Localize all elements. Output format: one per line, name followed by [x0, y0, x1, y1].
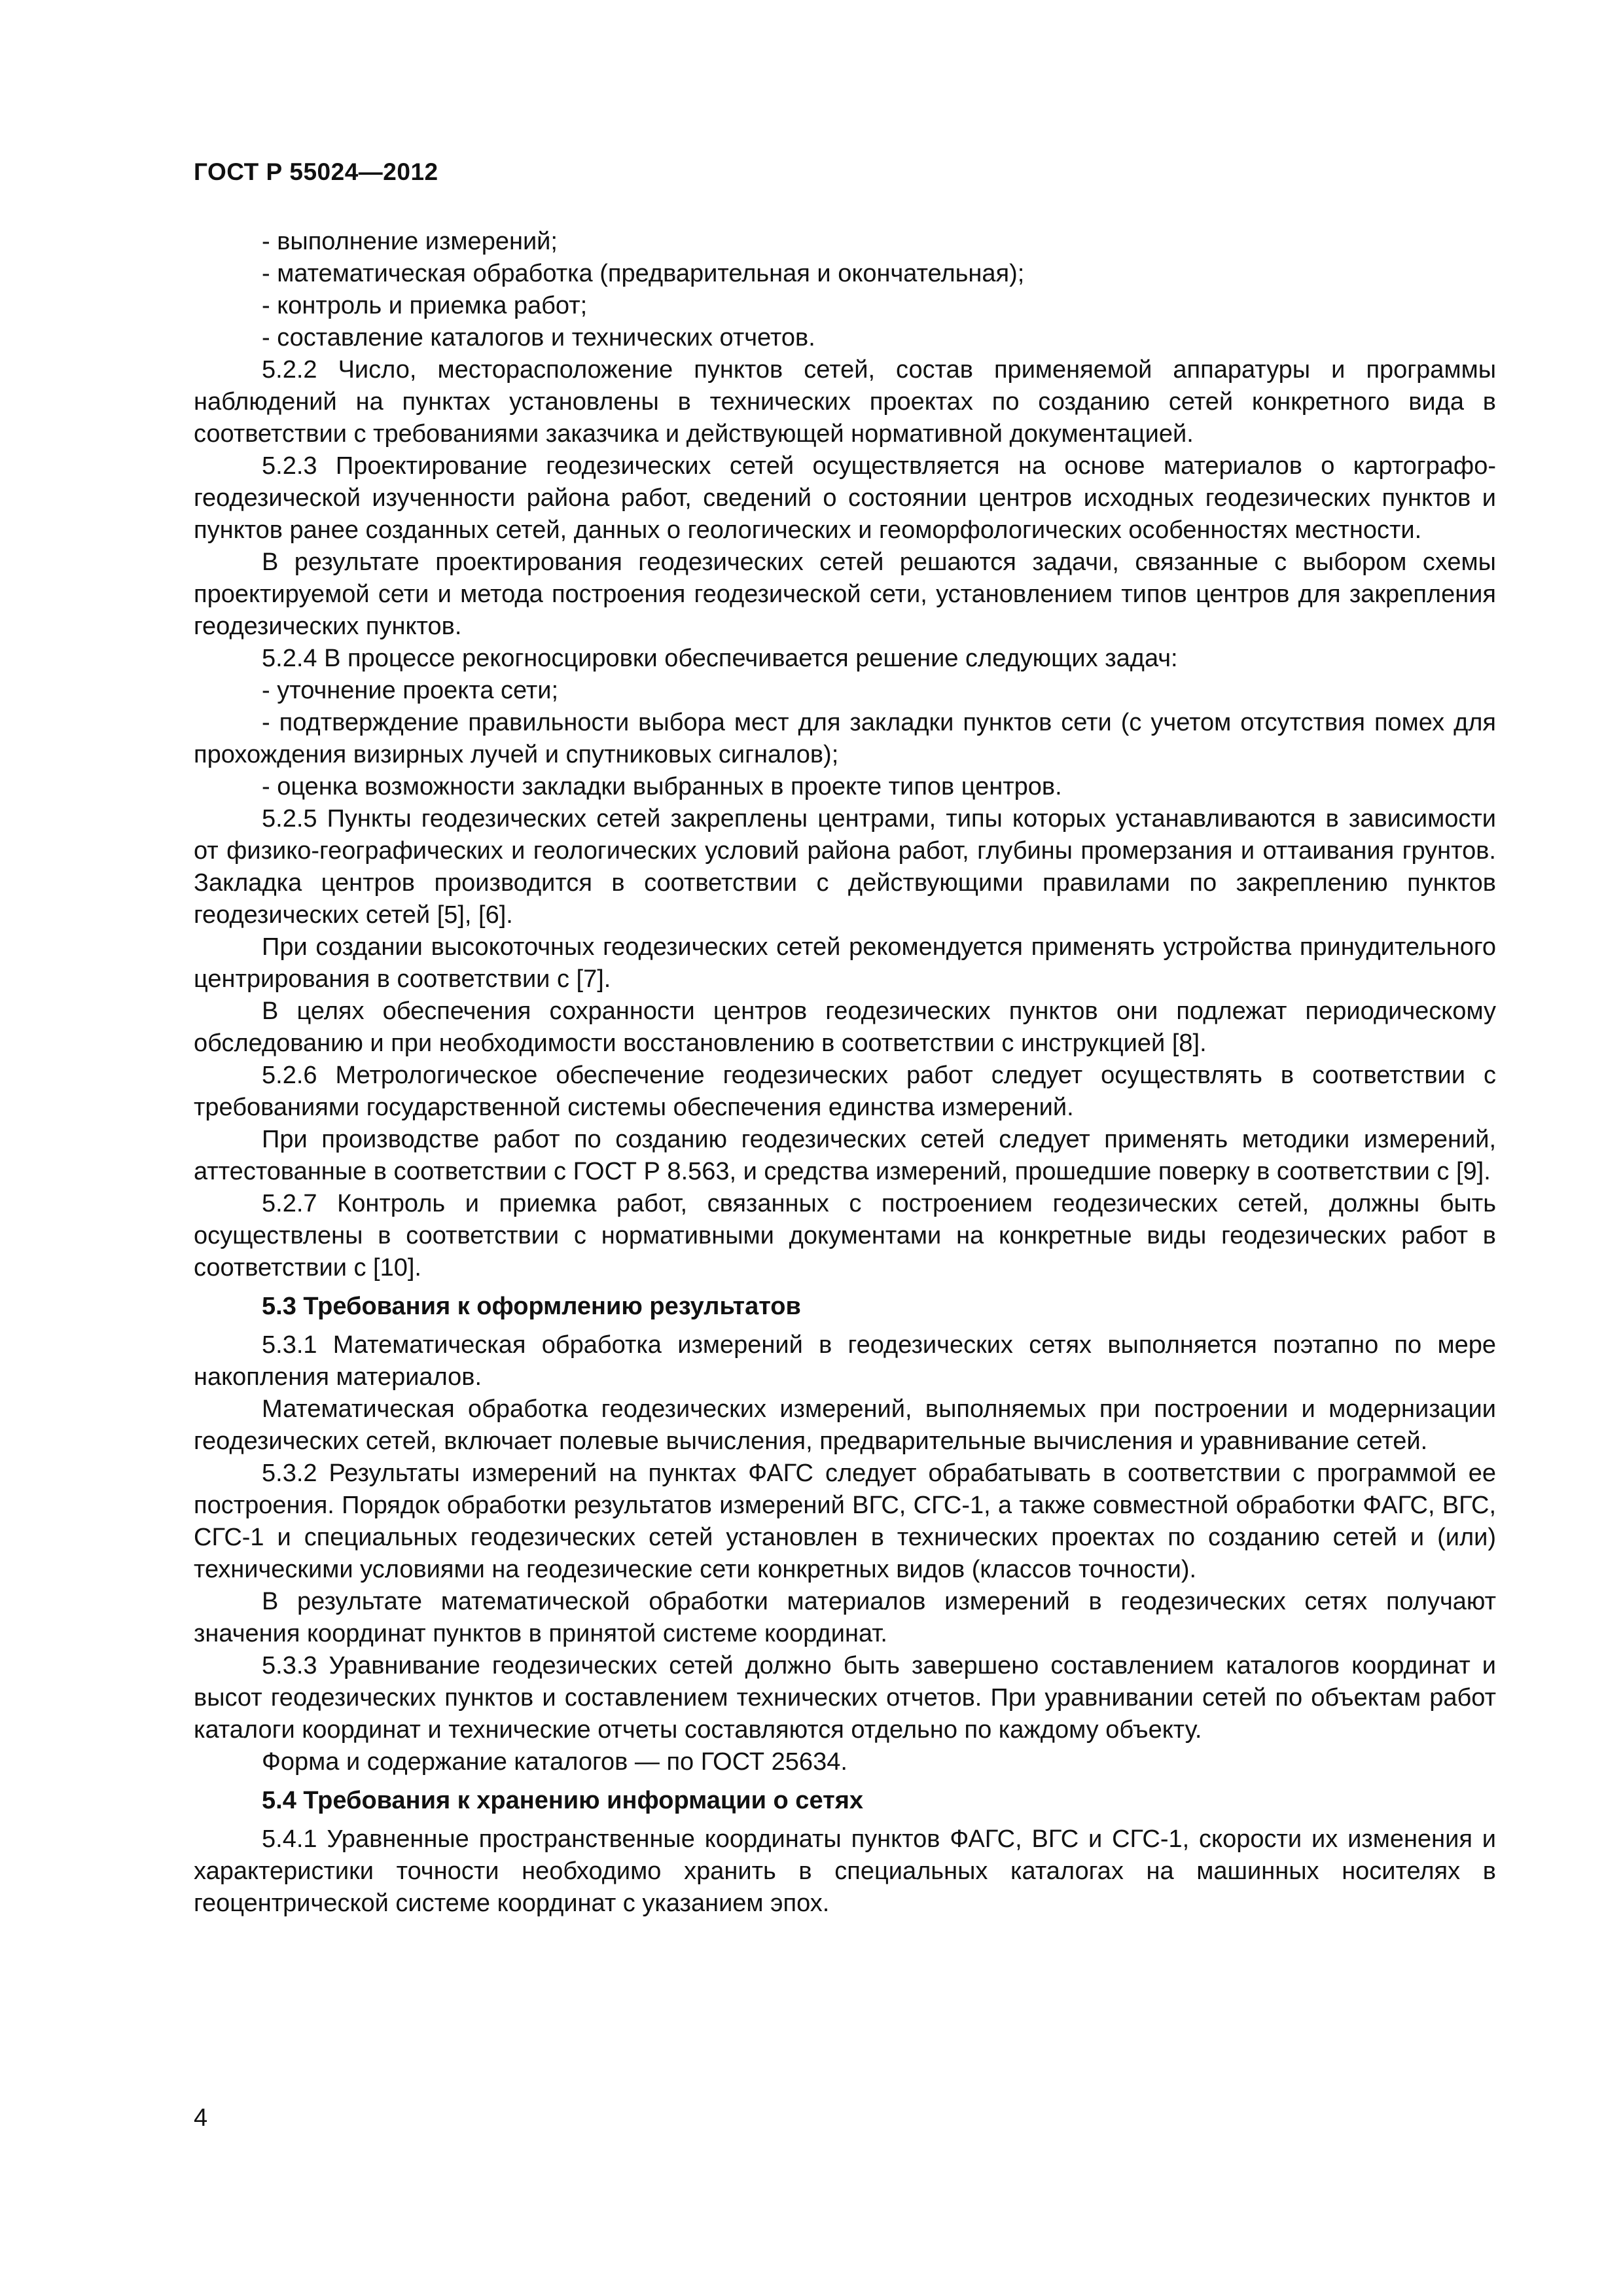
paragraph: В результате проектирования геодезических сетей решаются задачи, связанные с выбором схемы проектируемой сети и метода построения геодезической сети, установлением типов центров для закрепления геодезических пунктов. [194, 548, 1496, 640]
paragraph-5-2-3: 5.2.3 Проектирование геодезических сетей осуществляется на основе материалов о картографо-геодезической изученности района работ, сведений о состоянии центров исходных геодезических пунктов и пунктов ранее созданных сетей, данных о геологических и геоморфологических особенностях местности. [194, 452, 1496, 544]
list-item: - выполнение измерений; [262, 228, 558, 255]
paragraph-5-2-7: 5.2.7 Контроль и приемка работ, связанных с построением геодезических сетей, должны быть осуществлены в соответствии с нормативными документами на конкретные виды геодезических работ в соответствии с [10]. [194, 1190, 1496, 1282]
paragraph: Форма и содержание каталогов — по ГОСТ 25634. [262, 1748, 847, 1776]
paragraph: В результате математической обработки материалов измерений в геодезических сетях получают значения координат пунктов в принятой системе координат. [194, 1588, 1496, 1647]
section-heading-5-3: 5.3 Требования к оформлению результатов [262, 1293, 801, 1320]
list-item: - оценка возможности закладки выбранных в проекте типов центров. [262, 773, 1062, 800]
paragraph-5-2-5: 5.2.5 Пункты геодезических сетей закреплены центрами, типы которых устанавливаются в зависимости от физико-географических и геологических условий района работ, глубины промерзания и оттаивания грунтов. Закладка центров производится в соответствии с действующими правилами по закреплению пунктов геодезических сетей [5], [6]. [194, 805, 1496, 929]
paragraph-5-4-1: 5.4.1 Уравненные пространственные координаты пунктов ФАГС, ВГС и СГС-1, скорости их изменения и характеристики точности необходимо хранить в специальных каталогах на машинных носителях в геоцентрической системе координат с указанием эпох. [194, 1825, 1496, 1917]
list-item: - контроль и приемка работ; [262, 292, 588, 319]
list-item: - составление каталогов и технических отчетов. [262, 324, 815, 351]
paragraph: В целях обеспечения сохранности центров геодезических пунктов они подлежат периодическому обследованию и при необходимости восстановлению в соответствии с инструкцией [8]. [194, 997, 1496, 1057]
section-heading-5-4: 5.4 Требования к хранению информации о сетях [262, 1787, 863, 1814]
list-item: - уточнение проекта сети; [262, 677, 559, 704]
list-item: - подтверждение правильности выбора мест для закладки пунктов сети (с учетом отсутствия помех для прохождения визирных лучей и спутниковых сигналов); [194, 709, 1496, 768]
paragraph-5-2-6: 5.2.6 Метрологическое обеспечение геодезических работ следует осуществлять в соответствии с требованиями государственной системы обеспечения единства измерений. [194, 1062, 1496, 1121]
paragraph-5-2-4: 5.2.4 В процессе рекогносцировки обеспечивается решение следующих задач: [262, 645, 1178, 672]
document-header: ГОСТ Р 55024—2012 [194, 158, 438, 185]
paragraph-5-3-2: 5.3.2 Результаты измерений на пунктах ФАГС следует обрабатывать в соответствии с программой ее построения. Порядок обработки результатов измерений ВГС, СГС-1, а также совместной обработки ФАГС, ВГС, СГС-1 и специальных геодезических сетей установлен в технических проектах по созданию сетей и (или) техническими условиями на геодезические сети конкретных видов (классов точности). [194, 1460, 1496, 1583]
page-number: 4 [194, 2104, 208, 2132]
list-item: - математическая обработка (предварительная и окончательная); [262, 260, 1025, 287]
paragraph: Математическая обработка геодезических измерений, выполняемых при построении и модернизации геодезических сетей, включает полевые вычисления, предварительные вычисления и уравнивание сетей. [194, 1395, 1496, 1455]
paragraph-5-3-1: 5.3.1 Математическая обработка измерений в геодезических сетях выполняется поэтапно по мере накопления материалов. [194, 1331, 1496, 1391]
paragraph-5-3-3: 5.3.3 Уравнивание геодезических сетей должно быть завершено составлением каталогов координат и высот геодезических пунктов и составлением технических отчетов. При уравнивании сетей по объектам работ каталоги координат и технические отчеты составляются отдельно по каждому объекту. [194, 1652, 1496, 1744]
paragraph-5-2-2: 5.2.2 Число, месторасположение пунктов сетей, состав применяемой аппаратуры и программы наблюдений на пунктах установлены в технических проектах по созданию сетей конкретного вида в соответствии с требованиями заказчика и действующей нормативной документацией. [194, 356, 1496, 448]
paragraph: При производстве работ по созданию геодезических сетей следует применять методики измерений, аттестованные в соответствии с ГОСТ Р 8.563, и средства измерений, прошедшие поверку в соответствии с [9]. [194, 1126, 1496, 1185]
paragraph: При создании высокоточных геодезических сетей рекомендуется применять устройства принудительного центрирования в соответствии с [7]. [194, 933, 1496, 993]
document-body [194, 226, 1496, 1920]
